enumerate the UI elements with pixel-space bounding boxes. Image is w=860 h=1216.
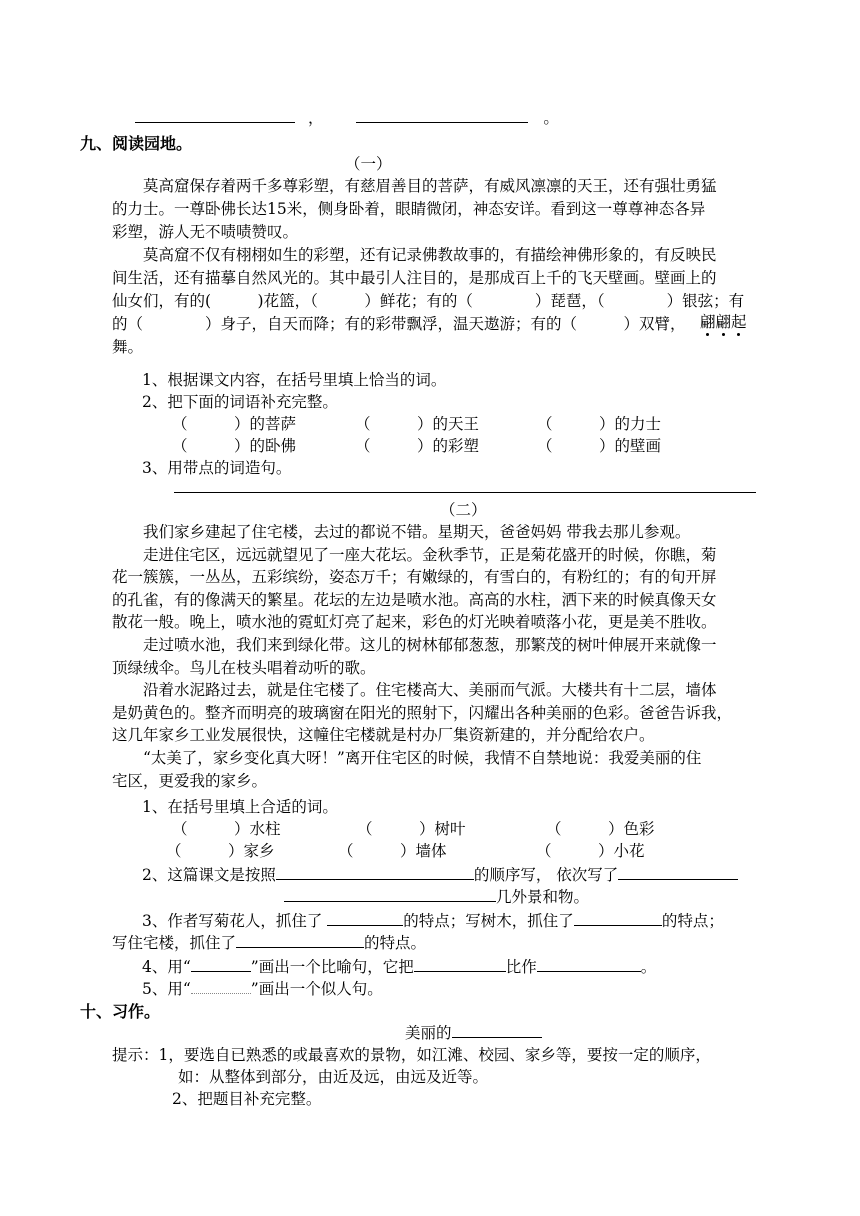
p2-question-2	[142, 863, 738, 885]
q4-text: 4、用“	[142, 958, 191, 976]
passage-line: 花一簇簇，一丛丛，五彩缤纷，姿态万千；有嫩绿的，有雪白的，有粉红的；有的旬开屏	[112, 568, 717, 587]
answer-blank[interactable]	[284, 887, 496, 902]
fill-item: （ ）家乡	[166, 842, 275, 860]
passage-line: 走过喷水池，我们来到绿化带。这儿的树林郁郁葱葱，那繁茂的树叶伸展开来就像一	[112, 636, 717, 654]
passage-line: “太美了，家乡变化真大呀！”离开住宅区的时候，我情不自禁地说：我爱美丽的住	[112, 749, 702, 767]
period: 。	[543, 109, 559, 127]
answer-blank[interactable]	[618, 865, 738, 880]
fill-item: （ ）的天王	[355, 415, 480, 433]
passage-line: 的孔雀，有的像满天的繁星。花坛的左边是喷水池。高高的水柱，洒下来的时候真像天女	[112, 590, 717, 609]
answer-blank[interactable]	[356, 108, 528, 123]
hint-line-1: 提示：1，要选自已熟悉的或最喜欢的景物，如江滩、校园、家乡等，要按一定的顺序，	[112, 1046, 711, 1064]
fill-item: （ ）色彩	[546, 820, 655, 838]
passage-line: 宅区，更爱我的家乡。	[112, 771, 268, 790]
passage-line: 沿着水泥路过去，就是住宅楼了。住宅楼高大、美丽而气派。大楼共有十二层，墙体	[112, 681, 717, 700]
passage-line: 这几年家乡工业发展很快，这幢住宅楼就是村办厂集资新建的，并分配给农户。	[112, 726, 655, 745]
fill-item: （ ）的卧佛	[172, 437, 297, 455]
dotted-word	[700, 310, 747, 332]
wavy-underline-sample	[191, 979, 251, 994]
answer-blank[interactable]	[574, 911, 662, 926]
passage-line: 彩塑，游人无不啧啧赞叹。	[112, 223, 299, 241]
p2-question-3-cont	[112, 931, 426, 953]
fill-item: （ ）的彩塑	[355, 437, 480, 455]
dotted-char: 翩	[700, 313, 716, 331]
section-9-heading: 九、阅读园地。	[80, 134, 193, 153]
fill-item: （ ）的菩萨	[172, 415, 297, 433]
answer-blank[interactable]	[191, 957, 251, 972]
dotted-char: 起	[731, 313, 747, 331]
q3-text: 3、作者写菊花人，抓住了	[142, 912, 328, 930]
passage-line: 仙女们，有的( )花篮，（ ）鲜花；有的（ ）琵琶，（ ）银弦；有	[112, 292, 745, 310]
q2-text: 的顺序写， 依次写了	[473, 866, 619, 884]
p2-question-3	[142, 909, 724, 931]
q4-text: ”画出一个比喻句，它把	[250, 958, 414, 976]
passage-line: 我们家乡建起了住宅楼，去过的都说不错。星期天，爸爸妈妈 带我去那儿参观。	[112, 523, 691, 541]
q3-text: 的特点；写树木，抓住了	[403, 912, 574, 930]
p2-question-2-cont	[284, 885, 589, 907]
fill-item: （ ）的壁画	[537, 437, 662, 455]
question-1: 1、根据课文内容，在括号里填上恰当的词。	[142, 371, 447, 389]
q2-text: 2、这篇课文是按照	[142, 866, 276, 884]
passage-line: 莫高窟不仅有栩栩如生的彩塑，还有记录佛教故事的，有描绘神佛形象的，有反映民	[112, 246, 717, 264]
passage-2-subtitle: （二）	[440, 501, 487, 519]
fill-item: （ ）小花	[536, 842, 645, 860]
essay-title-text: 美丽的	[405, 1024, 452, 1042]
section-10-heading: 十、习作。	[80, 1002, 161, 1021]
passage-line: 舞。	[112, 338, 144, 356]
question-2: 2、把下面的词语补充完整。	[142, 393, 338, 411]
answer-blank[interactable]	[236, 933, 364, 948]
q3-text: 的特点；	[661, 912, 724, 930]
passage-1-subtitle: （一）	[345, 155, 392, 173]
divider-line	[174, 492, 756, 493]
q3-text: 的特点。	[364, 934, 427, 952]
hint-line-3: 2、把题目补充完整。	[172, 1090, 322, 1108]
passage-line: 的力士。一尊卧佛长达15米，侧身卧着，眼睛微闭，神态安详。看到这一尊尊神态各异	[112, 200, 706, 218]
answer-blank[interactable]	[452, 1023, 542, 1038]
passage-line: 的（ ）身子，自天而降；有的彩带飘浮，温天遨游；有的（ ）双臂，	[112, 315, 686, 333]
passage-line: 散花一般。晚上，喷水池的霓虹灯亮了起来，彩色的灯光映着喷落小花，更是美不胜收。	[112, 613, 717, 632]
p2-question-1: 1、在括号里填上合适的词。	[142, 798, 338, 816]
answer-blank[interactable]	[327, 911, 403, 926]
q3-text: 写住宅楼，抓住了	[112, 934, 237, 952]
answer-blank[interactable]	[537, 957, 641, 972]
passage-line: 是奶黄色的。整齐而明亮的玻璃窗在阳光的照射下，闪耀出各种美丽的色彩。爸爸告诉我，	[112, 703, 733, 722]
passage-line: 间生活，还有描摹自然风光的。其中最引人注目的，是那成百上千的飞天壁画。壁画上的	[112, 269, 717, 287]
top-blank-row	[135, 106, 559, 128]
question-3: 3、用带点的词造句。	[142, 459, 292, 477]
q5-text: 5、用“	[142, 980, 191, 998]
q2-text: 几外景和物。	[496, 888, 590, 906]
p2-question-4	[142, 955, 656, 977]
dotted-char: 翩	[715, 313, 732, 331]
passage-line: 莫高窟保存着两千多尊彩塑，有慈眉善目的菩萨，有威风凛凛的天王，还有强壮勇猛	[112, 177, 717, 195]
q5-text: ”画出一个似人句。	[250, 980, 383, 998]
fill-item: （ ）水柱	[172, 820, 281, 838]
hint-line-2: 如：从整体到部分，由近及远，由远及近等。	[178, 1068, 489, 1086]
fill-item: （ ）的力士	[537, 415, 662, 433]
answer-blank[interactable]	[276, 865, 474, 880]
q4-text: 。	[640, 958, 657, 976]
comma: ，	[307, 109, 324, 127]
passage-line: 走进住宅区，远远就望见了一座大花坛。金秋季节，正是菊花盛开的时候，你瞧，菊	[112, 545, 717, 564]
fill-item: （ ）墙体	[338, 842, 447, 860]
p2-question-5	[142, 977, 383, 999]
q4-text: 比作	[505, 958, 537, 976]
essay-title	[405, 1021, 542, 1043]
answer-blank[interactable]	[414, 957, 506, 972]
answer-blank[interactable]	[135, 108, 295, 123]
fill-item: （ ）树叶	[357, 820, 466, 838]
passage-line: 顶绿绒伞。鸟儿在枝头唱着动听的歌。	[112, 658, 376, 677]
